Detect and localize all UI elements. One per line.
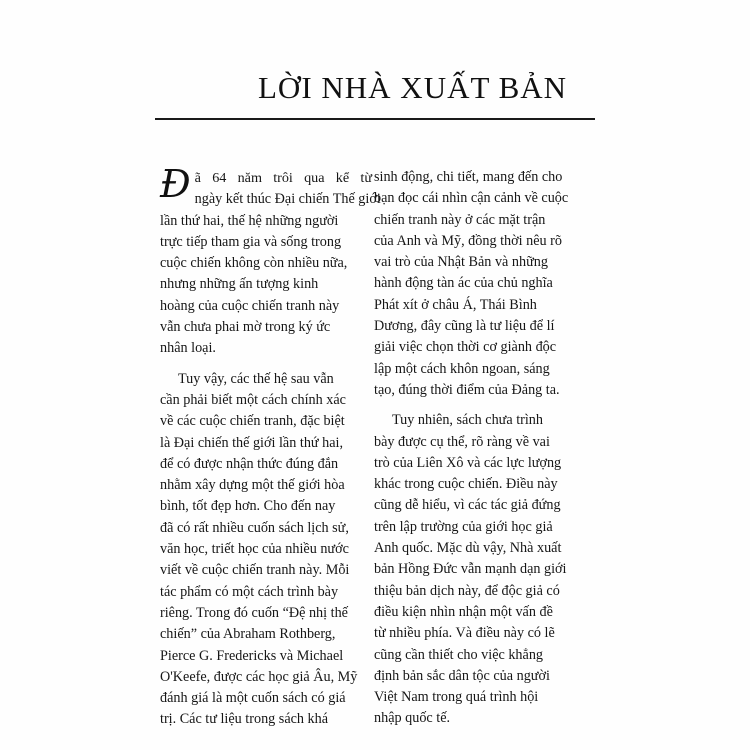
text-line: tạo, đúng thời điểm của Đảng ta. [374,381,560,398]
text-line: của Anh và Mỹ, đồng thời nêu rõ [374,232,562,249]
right-paragraph-1 [374,167,588,401]
title-underline [155,118,595,120]
text-line: trực tiếp tham gia và sống trong [160,233,342,250]
text-line: vẫn chưa phai mờ trong ký ức [160,319,331,336]
text-line: Việt Nam trong quá trình hội [374,689,539,706]
text-line: Pierce G. Fredericks và Michael [160,647,344,664]
text-line: cũng dễ hiểu, vì các tác giả đứng [374,497,561,514]
text-line: hành động tàn ác của chủ nghĩa [374,275,553,292]
right-paragraph-2 [374,410,588,729]
text-line: điều kiện nhìn nhận một vấn đề [374,603,553,620]
text-line: thiệu bản dịch này, để độc giả có [374,582,560,599]
text-line: định bản sắc dân tộc của người [374,667,550,684]
text-line: cũng cần thiết cho việc khẳng [374,646,544,663]
text-line: Phát xít ở châu Á, Thái Bình [374,296,537,313]
text-line: bạn đọc cái nhìn cận cảnh về cuộc [374,190,569,207]
text-line: Dương, đây cũng là tư liệu để lí [374,318,555,335]
text-line: lần thứ hai, thế hệ những người [160,212,339,229]
text-line: bản Hồng Đức vẫn mạnh dạn giới [374,561,567,578]
text-line: cuộc chiến không còn nhiều nữa, [160,255,348,272]
text-line: cần phải biết một cách chính xác [160,391,346,408]
text-line: bình, tốt đẹp hơn. Cho đến nay [160,498,336,515]
text-line: Anh quốc. Mặc dù vậy, Nhà xuất [374,540,562,557]
text-line: lập một cách khôn ngoan, sáng [374,360,550,377]
text-line: khác trong cuộc chiến. Điều này [374,476,558,493]
text-line: giải việc chọn thời cơ giành độc [374,339,557,356]
text-line: viết về cuộc chiến tranh này. Mỗi [160,562,350,579]
text-line: văn học, triết học của nhiều nước [160,541,349,558]
left-column [160,162,381,731]
text-line: chiến” của Abraham Rothberg, [160,626,336,643]
page-title: LỜI NHÀ XUẤT BẢN [258,70,568,105]
text-line: trị. Các tư liệu trong sách khá [160,711,329,728]
text-line: O'Keefe, được các học giả Âu, Mỹ [160,668,358,685]
left-paragraph-2 [160,369,372,731]
text-line: ngày kết thúc Đại chiến Thế giới [194,191,381,208]
text-line: tác phẩm có một cách trình bày [160,583,339,600]
text-line: từ nhiều phía. Và điều này có lẽ [374,625,555,642]
text-line: sinh động, chi tiết, mang đến cho [374,169,563,185]
text-line: là Đại chiến thế giới lần thứ hai, [160,434,344,451]
text-line: Tuy nhiên, sách chưa trình [392,412,543,429]
drop-cap: Đ [160,162,191,206]
text-line: vai trò của Nhật Bản và những [374,254,548,271]
text-line: đánh giá là một cuốn sách có giá [160,690,346,707]
text-line: để có được nhận thức đúng đắn [160,455,339,472]
text-line: nhập quốc tế. [374,710,451,727]
right-column [374,167,588,730]
text-line: bày được cụ thể, rõ ràng về vai [374,433,550,450]
text-line: nhưng những ấn tượng kinh [160,276,319,293]
left-paragraph-1 [160,162,381,360]
text-line: trên lập trường của giới học giả [374,518,553,535]
text-line: chiến tranh này ở các mặt trận [374,211,546,228]
text-line: nhằm xây dựng một thế giới hòa [160,477,345,494]
text-line: đã có rất nhiều cuốn sách lịch sử, [160,519,349,536]
text-line: ã 64 năm trôi qua kể từ [194,170,372,186]
text-line: về các cuộc chiến tranh, đặc biệt [160,413,345,430]
text-line: riêng. Trong đó cuốn “Đệ nhị thế [160,604,348,621]
text-line: trò của Liên Xô và các lực lượng [374,454,562,471]
text-line: hoàng của cuộc chiến tranh này [160,297,340,314]
text-line: Tuy vậy, các thế hệ sau vẫn [178,370,334,387]
text-line: nhân loại. [160,340,216,357]
